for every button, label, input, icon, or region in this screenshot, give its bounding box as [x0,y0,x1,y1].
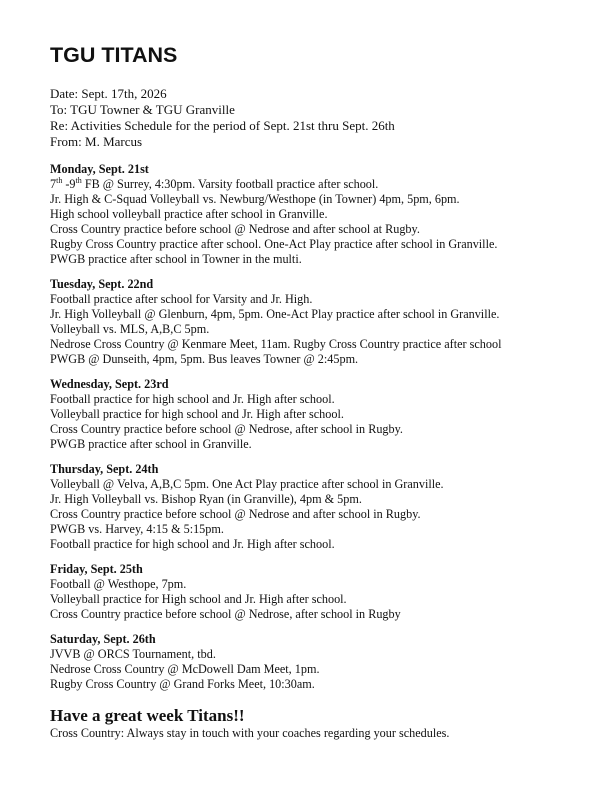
schedule-line: PWGB vs. Harvey, 4:15 & 5:15pm. [50,522,224,536]
ordinal-suffix: th [56,175,63,185]
day-heading: Saturday, Sept. 26th [50,632,156,646]
day-friday [50,562,572,622]
schedule-line: Cross Country practice before school @ Nedrose and after school at Rugby. [50,222,420,236]
schedule-line: PWGB @ Dunseith, 4pm, 5pm. Bus leaves Towner @ 2:45pm. [50,352,359,366]
day-saturday [50,632,572,692]
day-thursday [50,462,572,552]
closing-note: Cross Country: Always stay in touch with your coaches regarding your schedules. [50,726,450,740]
schedule-line: Jr. High & C-Squad Volleyball vs. Newburg/Westhope (in Towner) 4pm, 5pm, 6pm. [50,192,460,206]
schedule-line: Cross Country practice before school @ Nedrose, after school in Rugby [50,607,401,621]
schedule-line: Jr. High Volleyball vs. Bishop Ryan (in Granville), 4pm & 5pm. [50,492,362,506]
memo-to: To: TGU Towner & TGU Granville [50,102,235,117]
schedule-line: Rugby Cross Country @ Grand Forks Meet, 10:30am. [50,677,315,691]
schedule-line: Volleyball @ Velva, A,B,C 5pm. One Act Play practice after school in Granville. [50,477,444,491]
schedule-line: Jr. High Volleyball @ Glenburn, 4pm, 5pm. One-Act Play practice after school in Granville. [50,307,500,321]
day-monday [50,162,572,267]
document-title: TGU TITANS [50,43,178,67]
schedule-line: Volleyball practice for High school and Jr. High after school. [50,592,347,606]
closing-message: Have a great week Titans!! [50,706,245,725]
memo-date: Date: Sept. 17th, 2026 [50,86,167,101]
schedule-line: Cross Country practice before school @ Nedrose and after school in Rugby. [50,507,421,521]
day-heading: Monday, Sept. 21st [50,162,149,176]
memo-re: Re: Activities Schedule for the period of Sept. 21st thru Sept. 26th [50,118,395,133]
memo-from: From: M. Marcus [50,134,143,149]
schedule-line: Football @ Westhope, 7pm. [50,577,187,591]
ordinal-suffix: th [75,175,82,185]
day-heading: Tuesday, Sept. 22nd [50,277,154,291]
schedule-line: Volleyball vs. MLS, A,B,C 5pm. [50,322,210,336]
day-heading: Friday, Sept. 25th [50,562,143,576]
grade-start: 7 [50,177,57,191]
schedule-line: Football practice for high school and Jr. High after school. [50,537,335,551]
grade-dash: -9 [62,177,76,191]
schedule-line: Nedrose Cross Country @ Kenmare Meet, 11am. Rugby Cross Country practice after school [50,337,502,351]
schedule-line: PWGB practice after school in Granville. [50,437,252,451]
schedule-line: Rugby Cross Country practice after school. One-Act Play practice after school in Granville. [50,237,498,251]
schedule-line: PWGB practice after school in Towner in the multi. [50,252,302,266]
day-wednesday [50,377,572,452]
schedule-line: Football practice for high school and Jr. High after school. [50,392,335,406]
schedule-line: High school volleyball practice after school in Granville. [50,207,328,221]
schedule-line: Cross Country practice before school @ Nedrose, after school in Rugby. [50,422,403,436]
day-tuesday [50,277,572,367]
schedule-line: Nedrose Cross Country @ McDowell Dam Meet, 1pm. [50,662,320,676]
day-heading: Thursday, Sept. 24th [50,462,159,476]
memo-header [50,86,572,150]
schedule-line: Football practice after school for Varsity and Jr. High. [50,292,313,306]
schedule-line: JVVB @ ORCS Tournament, tbd. [50,647,216,661]
schedule-line: Volleyball practice for high school and Jr. High after school. [50,407,344,421]
day-heading: Wednesday, Sept. 23rd [50,377,169,391]
schedule-line [50,177,572,192]
schedule-text: FB @ Surrey, 4:30pm. Varsity football practice after school. [81,177,379,191]
